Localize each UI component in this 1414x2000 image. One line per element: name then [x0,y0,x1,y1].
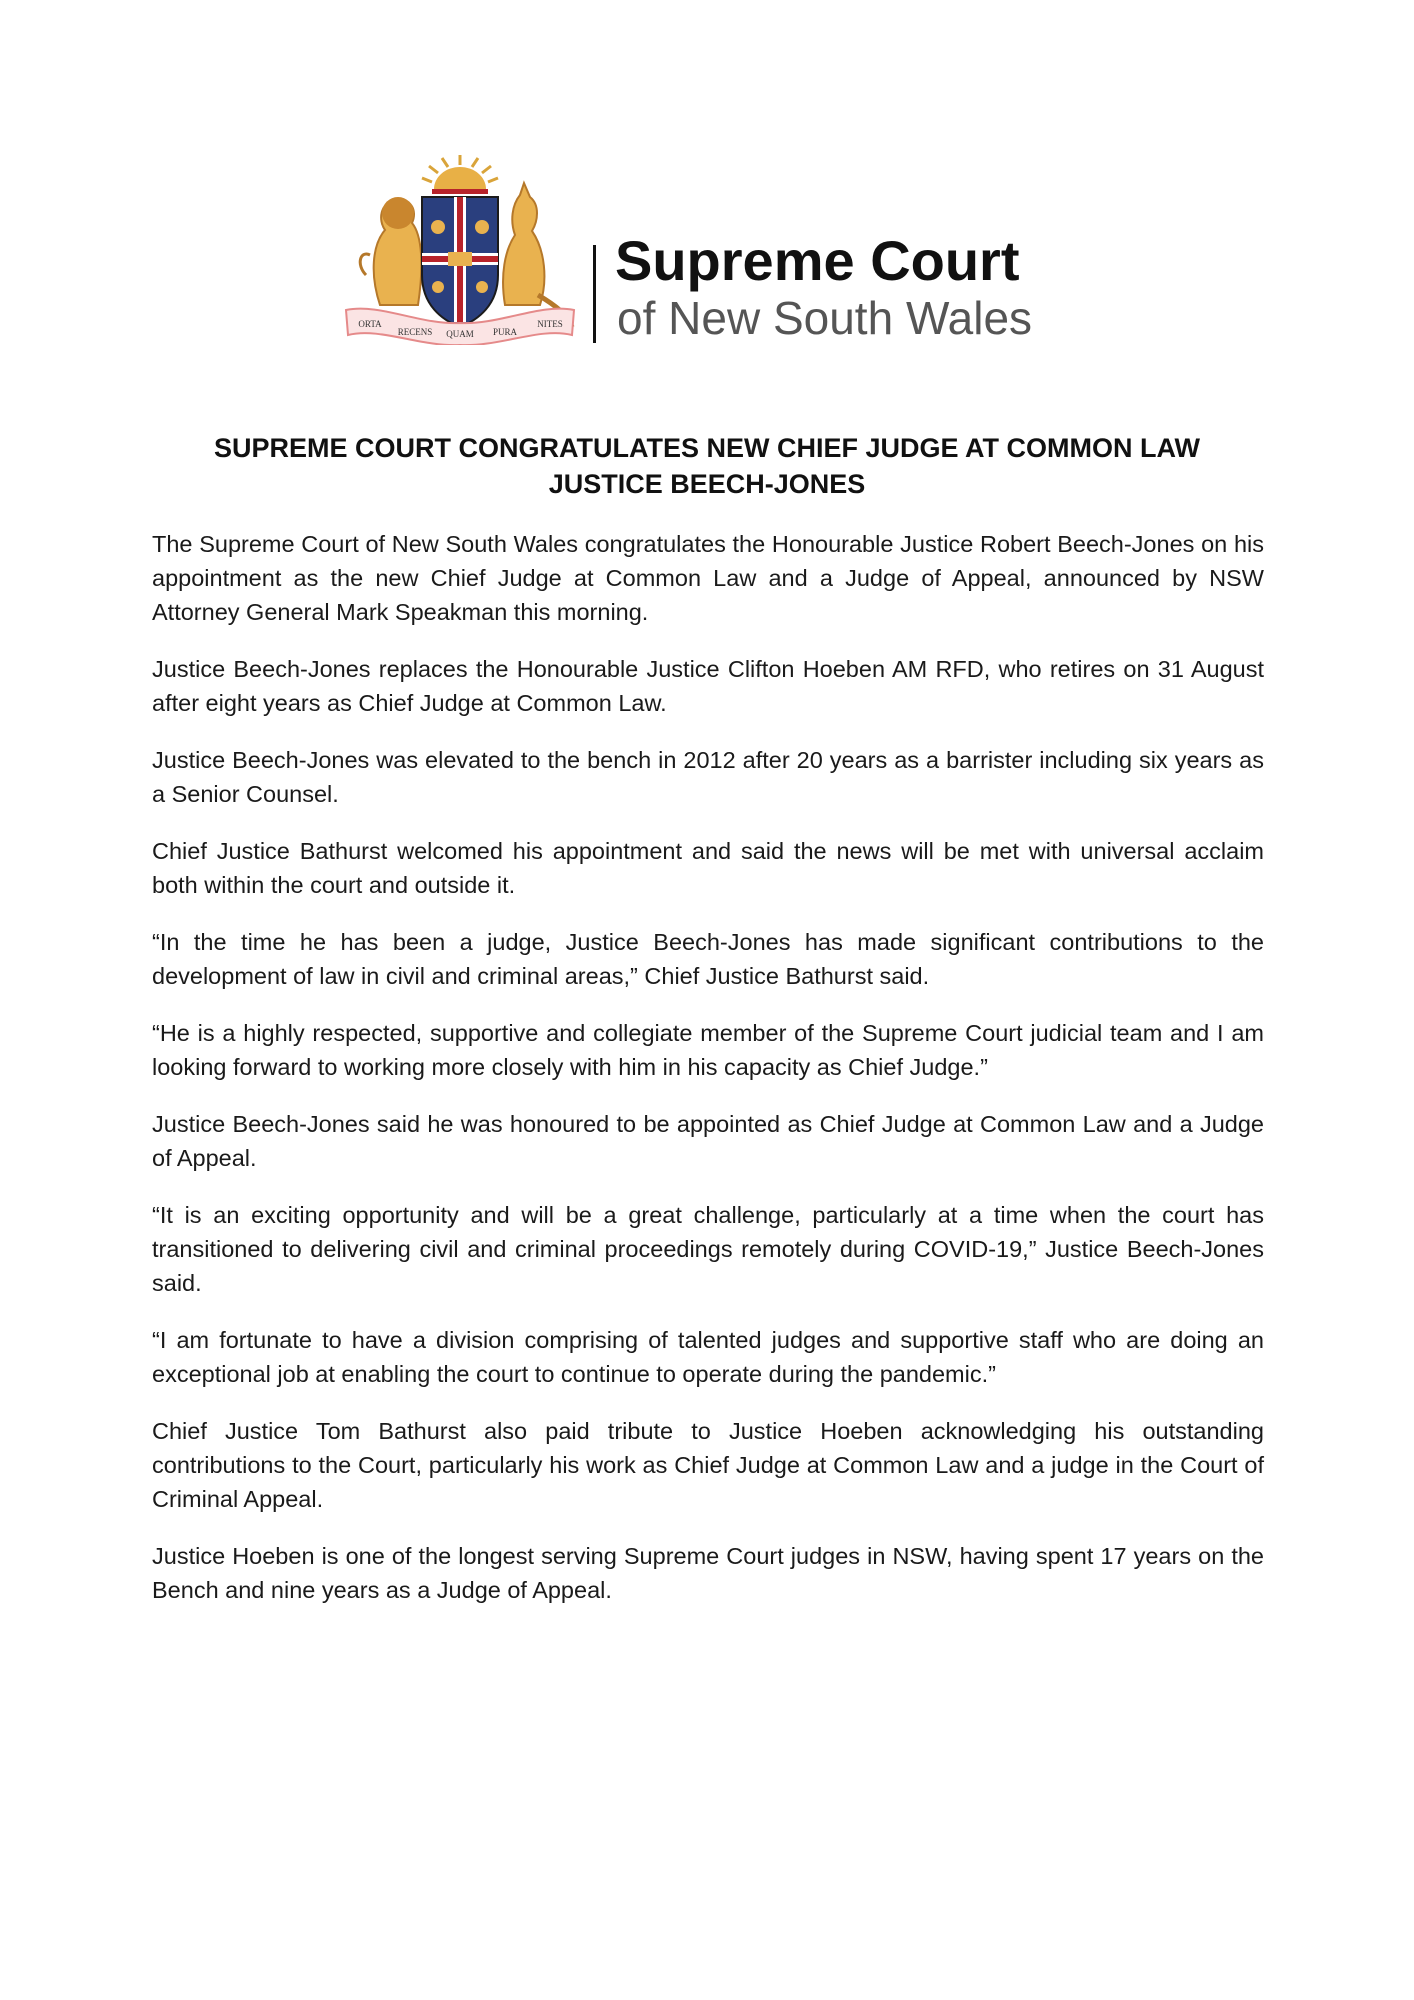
body-paragraph: Chief Justice Bathurst welcomed his appointment and said the news will be met with universal acclaim both within the court and outside it. [152,838,1264,898]
body-paragraph: “In the time he has been a judge, Justice Beech-Jones has made significant contributions to the development of law in civil and criminal areas,” Chief Justice Bathurst said. [152,929,1264,989]
body-paragraph: Justice Beech-Jones replaces the Honourable Justice Clifton Hoeben AM RFD, who retires on 31 August after eight years as Chief Judge at Common Law. [152,656,1264,716]
press-release-body [152,527,1264,1630]
shield-icon [422,197,498,327]
court-subtitle: of New South Wales [617,292,1033,344]
body-paragraph: Justice Beech-Jones said he was honoured to be appointed as Chief Judge at Common Law and a Judge of Appeal. [152,1111,1264,1171]
body-paragraph: “I am fortunate to have a division comprising of talented judges and supportive staff who are doing an exceptional job at enabling the court to continue to operate during the pandemic.” [152,1327,1264,1387]
motto-word: RECENS [397,327,433,337]
letterhead-divider [593,245,596,343]
court-name: Supreme Court [615,229,1020,292]
motto-word: PURA [492,327,518,337]
headline-line: SUPREME COURT CONGRATULATES NEW CHIEF JUDGE AT COMMON LAW [214,433,1200,463]
motto-word: QUAM [446,329,474,339]
motto-word: ORTA [358,319,382,329]
letterhead [340,155,1080,345]
body-paragraph: Chief Justice Tom Bathurst also paid tribute to Justice Hoeben acknowledging his outstanding contributions to the Court, particularly his work as Chief Judge at Common Law and a judge in the Court of Criminal Appeal. [152,1418,1264,1512]
rising-sun-icon [422,155,498,194]
body-paragraph: “It is an exciting opportunity and will be a great challenge, particularly at a time when the court has transitioned to delivering civil and criminal proceedings remotely during COVID-19,” Justice Beech-Jones said. [152,1202,1264,1296]
press-release-headline [152,430,1262,502]
kangaroo-supporter-icon [503,183,572,327]
motto-word: NITES [537,319,563,329]
body-paragraph: The Supreme Court of New South Wales congratulates the Honourable Justice Robert Beech-Jones on his appointment as the new Chief Judge at Common Law and a Judge of Appeal, announced by NSW Attorney General Mark Speakman this morning. [152,531,1264,625]
coat-of-arms-crest [340,155,580,345]
headline-line: JUSTICE BEECH-JONES [548,469,866,499]
body-paragraph: Justice Beech-Jones was elevated to the bench in 2012 after 20 years as a barrister including six years as a Senior Counsel. [152,747,1264,807]
lion-supporter-icon [360,197,421,305]
body-paragraph: Justice Hoeben is one of the longest serving Supreme Court judges in NSW, having spent 17 years on the Bench and nine years as a Judge of Appeal. [152,1543,1264,1603]
body-paragraph: “He is a highly respected, supportive and collegiate member of the Supreme Court judicial team and I am looking forward to working more closely with him in his capacity as Chief Judge.” [152,1020,1264,1080]
